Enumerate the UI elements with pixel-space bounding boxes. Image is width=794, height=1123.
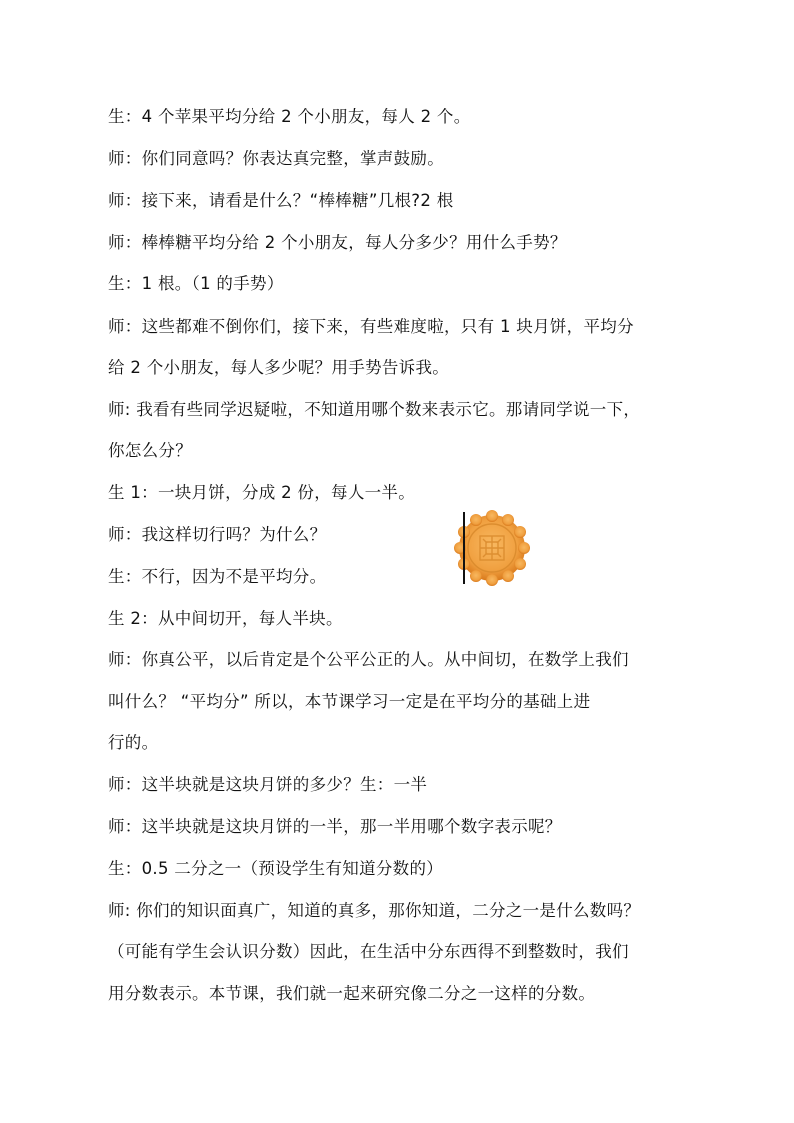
dialogue-line: 生 2：从中间切开，每人半块。 xyxy=(108,609,343,628)
dialogue-line: 给 2 个小朋友，每人多少呢？用手势告诉我。 xyxy=(108,358,450,377)
dialogue-line: 师：你真公平，以后肯定是个公平公正的人。从中间切，在数学上我们 xyxy=(108,650,629,669)
dialogue-line: 师：这半块就是这块月饼的一半，那一半用哪个数字表示呢？ xyxy=(108,817,562,836)
dialogue-line: 用分数表示。本节课，我们就一起来研究像二分之一这样的分数。 xyxy=(108,984,596,1003)
dialogue-line: （可能有学生会认识分数）因此，在生活中分东西得不到整数时，我们 xyxy=(108,942,629,961)
dialogue-line: 师: 你们的知识面真广，知道的真多，那你知道，二分之一是什么数吗？ xyxy=(108,901,641,920)
dialogue-line: 叫什么？ “平均分” 所以，本节课学习一定是在平均分的基础上进 xyxy=(108,692,591,711)
dialogue-line: 师：棒棒糖平均分给 2 个小朋友，每人分多少？用什么手势？ xyxy=(108,233,567,252)
dialogue-line: 生：1 根。（1 的手势） xyxy=(108,274,284,293)
dialogue-line: 师：这半块就是这块月饼的多少？生：一半 xyxy=(108,775,428,794)
dialogue-line: 生：不行，因为不是平均分。 xyxy=(108,567,327,586)
dialogue-line: 生 1：一块月饼，分成 2 份，每人一半。 xyxy=(108,483,416,502)
dialogue-line: 师：接下来，请看是什么？“棒棒糖”几根?2 根 xyxy=(108,191,454,210)
dialogue-line: 你怎么分？ xyxy=(108,441,192,460)
dialogue-line: 师：我这样切行吗？为什么？ xyxy=(108,525,327,544)
dialogue-line: 师：这些都难不倒你们，接下来，有些难度啦，只有 1 块月饼，平均分 xyxy=(108,317,634,336)
dialogue-line: 行的。 xyxy=(108,733,159,752)
dialogue-line: 生：0.5 二分之一（预设学生有知道分数的） xyxy=(108,859,444,878)
dialogue-line: 生：4 个苹果平均分给 2 个小朋友，每人 2 个。 xyxy=(108,107,471,126)
mooncake-icon xyxy=(452,508,532,588)
dialogue-line: 师: 我看有些同学迟疑啦，不知道用哪个数来表示它。那请同学说一下， xyxy=(108,400,641,419)
dialogue-line: 师：你们同意吗？你表达真完整，掌声鼓励。 xyxy=(108,149,444,168)
